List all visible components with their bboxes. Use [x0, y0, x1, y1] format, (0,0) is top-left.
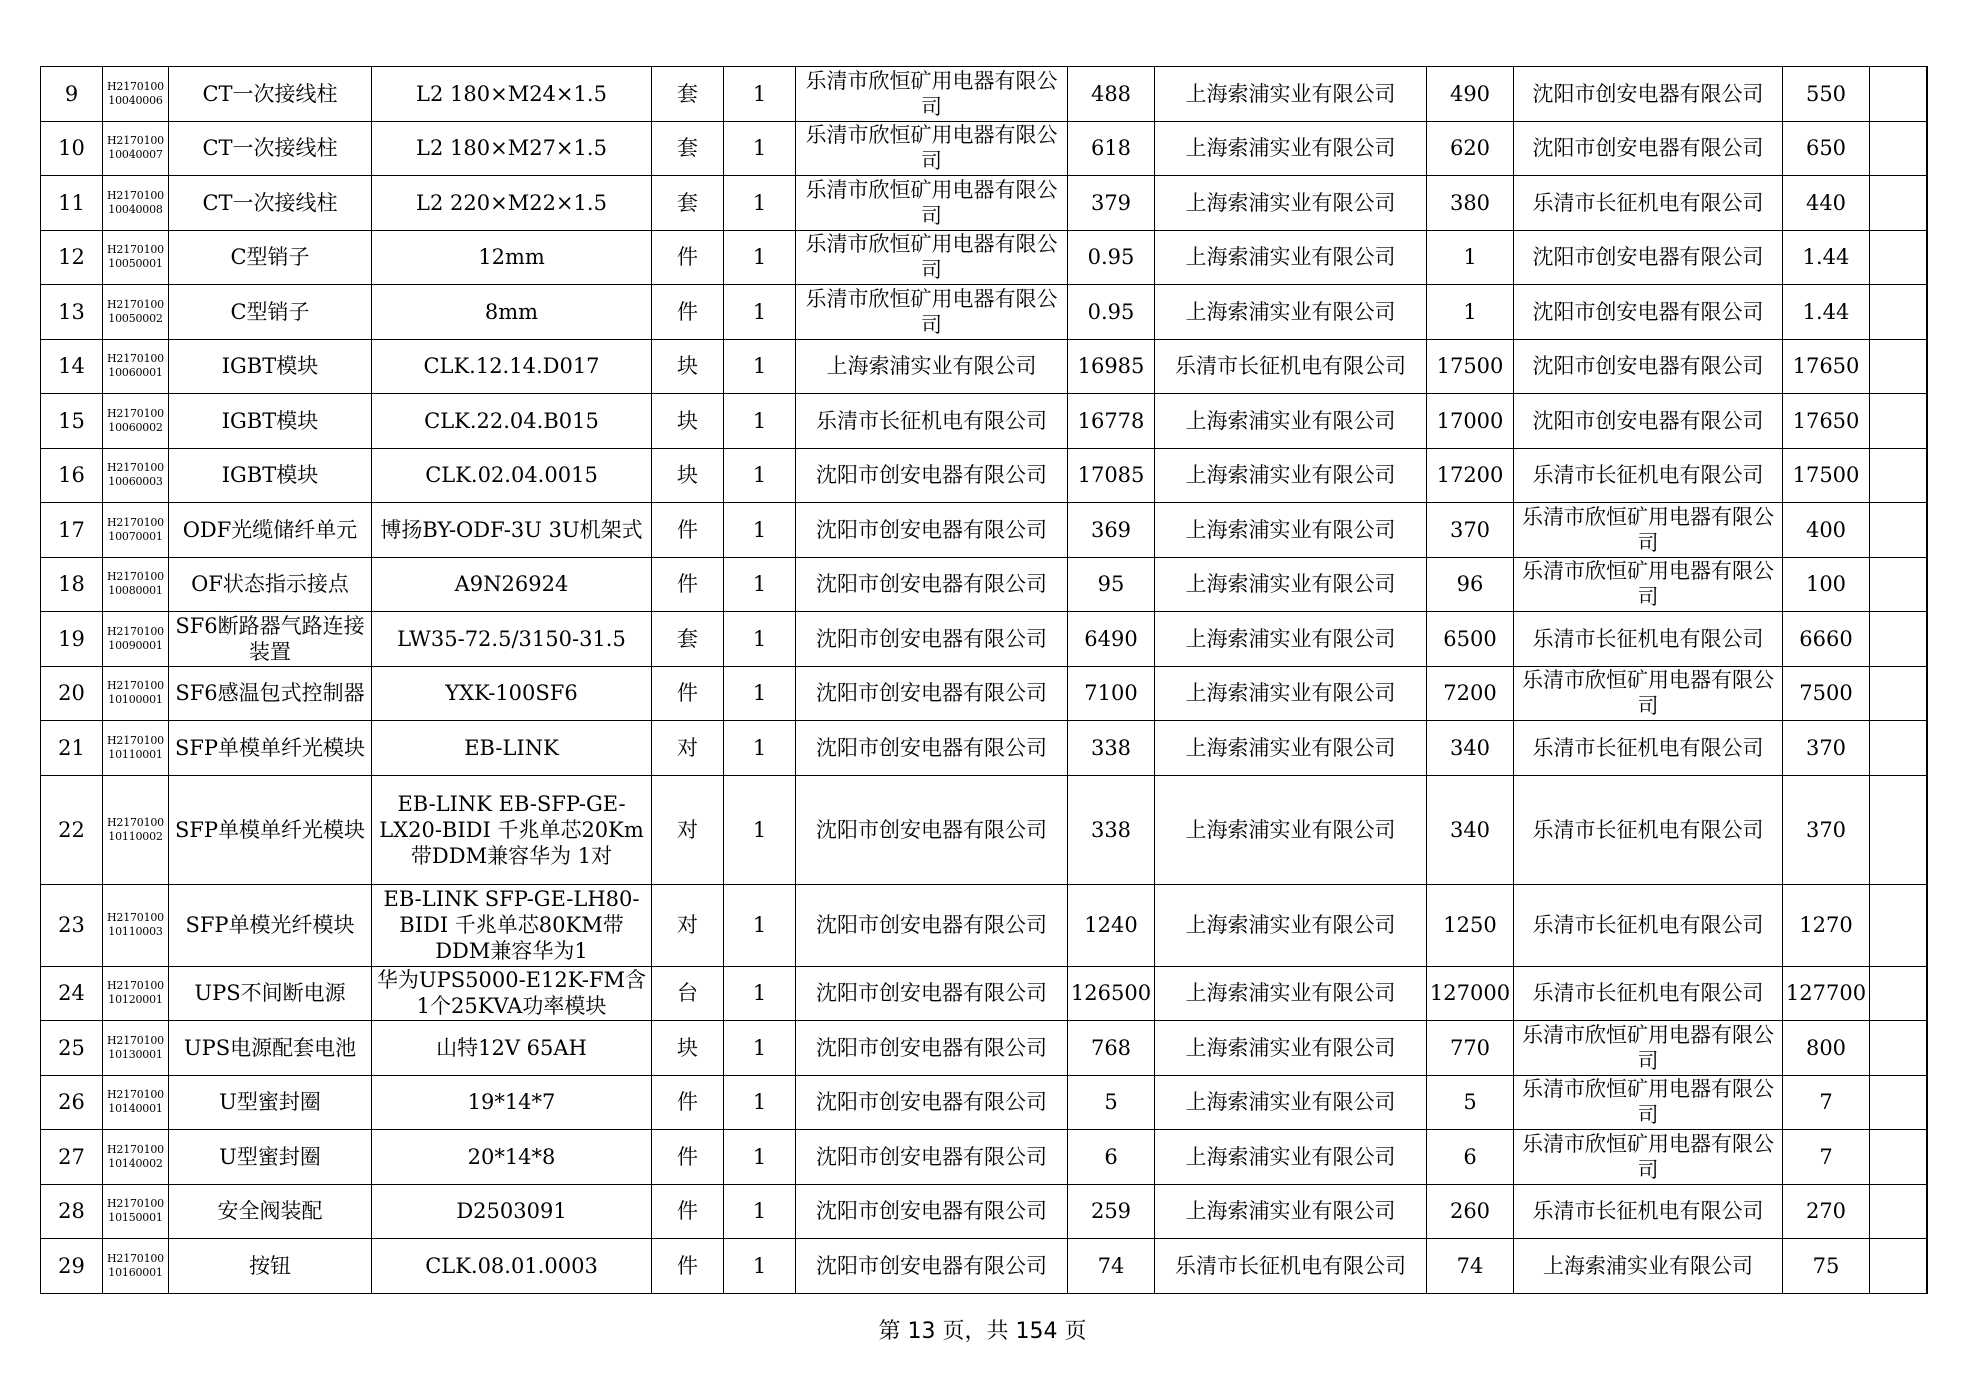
item-name: SF6感温包式控制器	[169, 666, 372, 721]
supplier-1-name: 沈阳市创安电器有限公司	[796, 1130, 1068, 1185]
quantity: 1	[724, 1075, 796, 1130]
quantity: 1	[724, 666, 796, 721]
item-name: U型蜜封圈	[169, 1075, 372, 1130]
supplier-2-price: 340	[1427, 721, 1514, 776]
row-number: 13	[41, 285, 103, 340]
material-code: H2170100 10150001	[103, 1184, 169, 1239]
remark-cell	[1870, 1130, 1927, 1185]
supplier-2-name: 上海索浦实业有限公司	[1155, 1184, 1427, 1239]
supplier-3-price: 370	[1783, 775, 1870, 884]
row-number: 27	[41, 1130, 103, 1185]
quantity: 1	[724, 775, 796, 884]
item-spec: 山特12V 65AH	[372, 1021, 652, 1076]
item-spec: A9N26924	[372, 557, 652, 612]
supplier-1-price: 338	[1068, 721, 1155, 776]
supplier-3-price: 100	[1783, 557, 1870, 612]
supplier-1-price: 5	[1068, 1075, 1155, 1130]
unit: 对	[652, 775, 724, 884]
item-spec: EB-LINK SFP-GE-LH80-BIDI 千兆单芯80KM带DDM兼容华为1	[372, 884, 652, 966]
supplier-3-name: 乐清市长征机电有限公司	[1514, 612, 1783, 667]
row-number: 26	[41, 1075, 103, 1130]
material-code: H2170100 10050001	[103, 230, 169, 285]
unit: 套	[652, 67, 724, 122]
supplier-2-name: 乐清市长征机电有限公司	[1155, 339, 1427, 394]
unit: 套	[652, 176, 724, 231]
supplier-2-price: 6500	[1427, 612, 1514, 667]
supplier-3-price: 650	[1783, 121, 1870, 176]
remark-cell	[1870, 1075, 1927, 1130]
page-footer: 第 13 页，共 154 页	[878, 1319, 1087, 1344]
supplier-2-price: 770	[1427, 1021, 1514, 1076]
table-row	[41, 176, 1927, 231]
supplier-1-price: 369	[1068, 503, 1155, 558]
unit: 台	[652, 966, 724, 1021]
supplier-1-price: 338	[1068, 775, 1155, 884]
quantity: 1	[724, 176, 796, 231]
supplier-3-name: 乐清市长征机电有限公司	[1514, 721, 1783, 776]
quantity: 1	[724, 1021, 796, 1076]
supplier-3-name: 乐清市欣恒矿用电器有限公司	[1514, 1130, 1783, 1185]
material-code: H2170100 10060001	[103, 339, 169, 394]
item-name: IGBT模块	[169, 448, 372, 503]
material-code: H2170100 10110001	[103, 721, 169, 776]
material-code: H2170100 10050002	[103, 285, 169, 340]
material-code: H2170100 10040007	[103, 121, 169, 176]
material-code: H2170100 10060003	[103, 448, 169, 503]
supplier-2-name: 上海索浦实业有限公司	[1155, 1021, 1427, 1076]
row-number: 12	[41, 230, 103, 285]
unit: 件	[652, 1239, 724, 1294]
table-row	[41, 121, 1927, 176]
material-code: H2170100 10130001	[103, 1021, 169, 1076]
unit: 件	[652, 1130, 724, 1185]
unit: 件	[652, 1184, 724, 1239]
remark-cell	[1870, 966, 1927, 1021]
item-name: SFP单模光纤模块	[169, 884, 372, 966]
remark-cell	[1870, 394, 1927, 449]
item-name: CT一次接线柱	[169, 176, 372, 231]
item-name: CT一次接线柱	[169, 121, 372, 176]
item-name: 按钮	[169, 1239, 372, 1294]
item-spec: CLK.12.14.D017	[372, 339, 652, 394]
supplier-3-price: 800	[1783, 1021, 1870, 1076]
supplier-2-name: 上海索浦实业有限公司	[1155, 557, 1427, 612]
supplier-3-price: 370	[1783, 721, 1870, 776]
supplier-2-price: 1	[1427, 285, 1514, 340]
remark-cell	[1870, 612, 1927, 667]
item-spec: CLK.22.04.B015	[372, 394, 652, 449]
supplier-1-price: 74	[1068, 1239, 1155, 1294]
supplier-1-name: 乐清市欣恒矿用电器有限公司	[796, 230, 1068, 285]
remark-cell	[1870, 1184, 1927, 1239]
row-number: 14	[41, 339, 103, 394]
supplier-3-name: 乐清市长征机电有限公司	[1514, 1184, 1783, 1239]
row-number: 20	[41, 666, 103, 721]
supplier-2-name: 上海索浦实业有限公司	[1155, 1075, 1427, 1130]
table-row	[41, 1130, 1927, 1185]
supplier-2-price: 17200	[1427, 448, 1514, 503]
supplier-1-name: 乐清市欣恒矿用电器有限公司	[796, 285, 1068, 340]
material-code: H2170100 10040006	[103, 67, 169, 122]
material-code: H2170100 10160001	[103, 1239, 169, 1294]
row-number: 15	[41, 394, 103, 449]
quantity: 1	[724, 1130, 796, 1185]
item-name: IGBT模块	[169, 394, 372, 449]
item-spec: CLK.08.01.0003	[372, 1239, 652, 1294]
table-row	[41, 1239, 1927, 1294]
unit: 块	[652, 339, 724, 394]
unit: 套	[652, 612, 724, 667]
row-number: 22	[41, 775, 103, 884]
material-code: H2170100 10060002	[103, 394, 169, 449]
material-code: H2170100 10100001	[103, 666, 169, 721]
item-spec: L2 220×M22×1.5	[372, 176, 652, 231]
row-number: 24	[41, 966, 103, 1021]
remark-cell	[1870, 448, 1927, 503]
supplier-3-price: 17650	[1783, 394, 1870, 449]
remark-cell	[1870, 339, 1927, 394]
supplier-2-price: 127000	[1427, 966, 1514, 1021]
table-row	[41, 884, 1927, 966]
item-name: SFP单模单纤光模块	[169, 775, 372, 884]
material-code: H2170100 10120001	[103, 966, 169, 1021]
remark-cell	[1870, 230, 1927, 285]
item-spec: EB-LINK	[372, 721, 652, 776]
remark-cell	[1870, 775, 1927, 884]
row-number: 9	[41, 67, 103, 122]
unit: 件	[652, 285, 724, 340]
unit: 对	[652, 884, 724, 966]
unit: 套	[652, 121, 724, 176]
supplier-3-price: 1270	[1783, 884, 1870, 966]
supplier-1-price: 17085	[1068, 448, 1155, 503]
unit: 块	[652, 1021, 724, 1076]
supplier-3-name: 上海索浦实业有限公司	[1514, 1239, 1783, 1294]
supplier-3-name: 沈阳市创安电器有限公司	[1514, 285, 1783, 340]
unit: 件	[652, 1075, 724, 1130]
row-number: 21	[41, 721, 103, 776]
quantity: 1	[724, 121, 796, 176]
quantity: 1	[724, 1239, 796, 1294]
row-number: 17	[41, 503, 103, 558]
supplier-2-name: 上海索浦实业有限公司	[1155, 1130, 1427, 1185]
supplier-2-name: 上海索浦实业有限公司	[1155, 448, 1427, 503]
supplier-1-name: 沈阳市创安电器有限公司	[796, 612, 1068, 667]
row-number: 19	[41, 612, 103, 667]
supplier-1-price: 488	[1068, 67, 1155, 122]
item-spec: LW35-72.5/3150-31.5	[372, 612, 652, 667]
item-name: OF状态指示接点	[169, 557, 372, 612]
remark-cell	[1870, 884, 1927, 966]
supplier-2-price: 74	[1427, 1239, 1514, 1294]
remark-cell	[1870, 666, 1927, 721]
table-row	[41, 230, 1927, 285]
supplier-1-name: 乐清市长征机电有限公司	[796, 394, 1068, 449]
remark-cell	[1870, 121, 1927, 176]
row-number: 23	[41, 884, 103, 966]
supplier-1-name: 沈阳市创安电器有限公司	[796, 1021, 1068, 1076]
supplier-1-name: 沈阳市创安电器有限公司	[796, 666, 1068, 721]
supplier-3-price: 17500	[1783, 448, 1870, 503]
supplier-3-price: 7	[1783, 1075, 1870, 1130]
item-name: SF6断路器气路连接装置	[169, 612, 372, 667]
table-row	[41, 721, 1927, 776]
supplier-2-price: 6	[1427, 1130, 1514, 1185]
supplier-3-price: 440	[1783, 176, 1870, 231]
table-row	[41, 612, 1927, 667]
row-number: 11	[41, 176, 103, 231]
unit: 件	[652, 557, 724, 612]
supplier-1-price: 16985	[1068, 339, 1155, 394]
item-name: IGBT模块	[169, 339, 372, 394]
unit: 块	[652, 448, 724, 503]
supplier-1-price: 126500	[1068, 966, 1155, 1021]
supplier-1-price: 0.95	[1068, 285, 1155, 340]
quantity: 1	[724, 394, 796, 449]
supplier-2-name: 上海索浦实业有限公司	[1155, 176, 1427, 231]
item-name: C型销子	[169, 285, 372, 340]
supplier-1-name: 乐清市欣恒矿用电器有限公司	[796, 67, 1068, 122]
supplier-2-name: 上海索浦实业有限公司	[1155, 67, 1427, 122]
supplier-3-name: 乐清市欣恒矿用电器有限公司	[1514, 1075, 1783, 1130]
supplier-1-price: 0.95	[1068, 230, 1155, 285]
supplier-2-price: 380	[1427, 176, 1514, 231]
supplier-1-name: 沈阳市创安电器有限公司	[796, 1075, 1068, 1130]
supplier-3-price: 7500	[1783, 666, 1870, 721]
unit: 对	[652, 721, 724, 776]
remark-cell	[1870, 1021, 1927, 1076]
item-spec: 19*14*7	[372, 1075, 652, 1130]
quantity: 1	[724, 557, 796, 612]
unit: 件	[652, 666, 724, 721]
supplier-2-price: 17500	[1427, 339, 1514, 394]
row-number: 29	[41, 1239, 103, 1294]
quantity: 1	[724, 448, 796, 503]
table-row	[41, 1075, 1927, 1130]
table-row	[41, 775, 1927, 884]
supplier-2-price: 96	[1427, 557, 1514, 612]
supplier-2-name: 上海索浦实业有限公司	[1155, 884, 1427, 966]
item-spec: 8mm	[372, 285, 652, 340]
supplier-3-price: 75	[1783, 1239, 1870, 1294]
unit: 件	[652, 503, 724, 558]
supplier-2-price: 340	[1427, 775, 1514, 884]
material-code: H2170100 10140001	[103, 1075, 169, 1130]
item-spec: 博扬BY-ODF-3U 3U机架式	[372, 503, 652, 558]
supplier-1-name: 沈阳市创安电器有限公司	[796, 448, 1068, 503]
supplier-3-name: 沈阳市创安电器有限公司	[1514, 67, 1783, 122]
supplier-3-name: 乐清市长征机电有限公司	[1514, 448, 1783, 503]
quotation-table	[40, 66, 1928, 1294]
supplier-1-price: 16778	[1068, 394, 1155, 449]
item-name: UPS电源配套电池	[169, 1021, 372, 1076]
quantity: 1	[724, 285, 796, 340]
supplier-2-price: 5	[1427, 1075, 1514, 1130]
supplier-2-name: 上海索浦实业有限公司	[1155, 966, 1427, 1021]
item-name: CT一次接线柱	[169, 67, 372, 122]
supplier-1-name: 乐清市欣恒矿用电器有限公司	[796, 176, 1068, 231]
row-number: 28	[41, 1184, 103, 1239]
supplier-2-name: 上海索浦实业有限公司	[1155, 721, 1427, 776]
supplier-1-name: 沈阳市创安电器有限公司	[796, 503, 1068, 558]
supplier-2-name: 上海索浦实业有限公司	[1155, 121, 1427, 176]
item-spec: 华为UPS5000-E12K-FM含1个25KVA功率模块	[372, 966, 652, 1021]
supplier-2-name: 乐清市长征机电有限公司	[1155, 1239, 1427, 1294]
supplier-3-price: 6660	[1783, 612, 1870, 667]
material-code: H2170100 10070001	[103, 503, 169, 558]
supplier-1-name: 沈阳市创安电器有限公司	[796, 721, 1068, 776]
supplier-2-name: 上海索浦实业有限公司	[1155, 285, 1427, 340]
row-number: 25	[41, 1021, 103, 1076]
supplier-3-name: 沈阳市创安电器有限公司	[1514, 394, 1783, 449]
supplier-2-name: 上海索浦实业有限公司	[1155, 612, 1427, 667]
supplier-3-name: 乐清市欣恒矿用电器有限公司	[1514, 1021, 1783, 1076]
supplier-1-price: 7100	[1068, 666, 1155, 721]
supplier-1-price: 1240	[1068, 884, 1155, 966]
supplier-3-price: 127700	[1783, 966, 1870, 1021]
supplier-3-name: 乐清市欣恒矿用电器有限公司	[1514, 503, 1783, 558]
supplier-3-price: 400	[1783, 503, 1870, 558]
supplier-3-name: 乐清市长征机电有限公司	[1514, 966, 1783, 1021]
item-name: SFP单模单纤光模块	[169, 721, 372, 776]
supplier-1-price: 6	[1068, 1130, 1155, 1185]
table-row	[41, 503, 1927, 558]
supplier-1-price: 6490	[1068, 612, 1155, 667]
supplier-2-name: 上海索浦实业有限公司	[1155, 666, 1427, 721]
supplier-2-price: 490	[1427, 67, 1514, 122]
table-row	[41, 1184, 1927, 1239]
supplier-2-name: 上海索浦实业有限公司	[1155, 394, 1427, 449]
supplier-1-name: 上海索浦实业有限公司	[796, 339, 1068, 394]
supplier-3-price: 270	[1783, 1184, 1870, 1239]
supplier-1-price: 768	[1068, 1021, 1155, 1076]
table-row	[41, 339, 1927, 394]
item-spec: L2 180×M27×1.5	[372, 121, 652, 176]
material-code: H2170100 10090001	[103, 612, 169, 667]
material-code: H2170100 10110003	[103, 884, 169, 966]
table-row	[41, 1021, 1927, 1076]
supplier-1-name: 乐清市欣恒矿用电器有限公司	[796, 121, 1068, 176]
table-row	[41, 285, 1927, 340]
supplier-3-name: 乐清市长征机电有限公司	[1514, 884, 1783, 966]
table-row	[41, 67, 1927, 122]
material-code: H2170100 10140002	[103, 1130, 169, 1185]
supplier-1-name: 沈阳市创安电器有限公司	[796, 775, 1068, 884]
item-name: 安全阀装配	[169, 1184, 372, 1239]
table-row	[41, 394, 1927, 449]
supplier-1-name: 沈阳市创安电器有限公司	[796, 1239, 1068, 1294]
supplier-3-price: 1.44	[1783, 285, 1870, 340]
quantity: 1	[724, 339, 796, 394]
supplier-3-price: 550	[1783, 67, 1870, 122]
supplier-2-price: 260	[1427, 1184, 1514, 1239]
item-spec: YXK-100SF6	[372, 666, 652, 721]
supplier-3-price: 7	[1783, 1130, 1870, 1185]
item-spec: CLK.02.04.0015	[372, 448, 652, 503]
supplier-3-price: 17650	[1783, 339, 1870, 394]
supplier-3-name: 乐清市长征机电有限公司	[1514, 176, 1783, 231]
supplier-3-name: 乐清市欣恒矿用电器有限公司	[1514, 557, 1783, 612]
quantity: 1	[724, 884, 796, 966]
item-spec: 12mm	[372, 230, 652, 285]
supplier-2-price: 370	[1427, 503, 1514, 558]
supplier-1-price: 95	[1068, 557, 1155, 612]
row-number: 18	[41, 557, 103, 612]
unit: 件	[652, 230, 724, 285]
remark-cell	[1870, 503, 1927, 558]
item-name: ODF光缆储纤单元	[169, 503, 372, 558]
item-name: UPS不间断电源	[169, 966, 372, 1021]
material-code: H2170100 10080001	[103, 557, 169, 612]
supplier-3-name: 沈阳市创安电器有限公司	[1514, 121, 1783, 176]
quantity: 1	[724, 503, 796, 558]
remark-cell	[1870, 67, 1927, 122]
supplier-2-price: 620	[1427, 121, 1514, 176]
table-row	[41, 666, 1927, 721]
supplier-2-price: 7200	[1427, 666, 1514, 721]
item-name: C型销子	[169, 230, 372, 285]
supplier-3-price: 1.44	[1783, 230, 1870, 285]
supplier-3-name: 乐清市长征机电有限公司	[1514, 775, 1783, 884]
material-code: H2170100 10040008	[103, 176, 169, 231]
table-row	[41, 557, 1927, 612]
material-code: H2170100 10110002	[103, 775, 169, 884]
quantity: 1	[724, 966, 796, 1021]
supplier-2-price: 1	[1427, 230, 1514, 285]
supplier-2-name: 上海索浦实业有限公司	[1155, 503, 1427, 558]
item-name: U型蜜封圈	[169, 1130, 372, 1185]
supplier-2-name: 上海索浦实业有限公司	[1155, 230, 1427, 285]
supplier-1-price: 379	[1068, 176, 1155, 231]
quantity: 1	[724, 67, 796, 122]
item-spec: EB-LINK EB-SFP-GE-LX20-BIDI 千兆单芯20Km带DDM兼容华为 1对	[372, 775, 652, 884]
remark-cell	[1870, 176, 1927, 231]
supplier-2-price: 1250	[1427, 884, 1514, 966]
supplier-3-name: 乐清市欣恒矿用电器有限公司	[1514, 666, 1783, 721]
quantity: 1	[724, 1184, 796, 1239]
supplier-3-name: 沈阳市创安电器有限公司	[1514, 339, 1783, 394]
item-spec: 20*14*8	[372, 1130, 652, 1185]
quantity: 1	[724, 612, 796, 667]
supplier-2-name: 上海索浦实业有限公司	[1155, 775, 1427, 884]
supplier-2-price: 17000	[1427, 394, 1514, 449]
unit: 块	[652, 394, 724, 449]
supplier-1-name: 沈阳市创安电器有限公司	[796, 966, 1068, 1021]
remark-cell	[1870, 1239, 1927, 1294]
supplier-1-price: 259	[1068, 1184, 1155, 1239]
remark-cell	[1870, 285, 1927, 340]
supplier-3-name: 沈阳市创安电器有限公司	[1514, 230, 1783, 285]
supplier-1-name: 沈阳市创安电器有限公司	[796, 1184, 1068, 1239]
supplier-1-price: 618	[1068, 121, 1155, 176]
supplier-1-name: 沈阳市创安电器有限公司	[796, 884, 1068, 966]
item-spec: D2503091	[372, 1184, 652, 1239]
supplier-1-name: 沈阳市创安电器有限公司	[796, 557, 1068, 612]
row-number: 16	[41, 448, 103, 503]
item-spec: L2 180×M24×1.5	[372, 67, 652, 122]
row-number: 10	[41, 121, 103, 176]
table-row	[41, 966, 1927, 1021]
remark-cell	[1870, 721, 1927, 776]
remark-cell	[1870, 557, 1927, 612]
quantity: 1	[724, 721, 796, 776]
quantity: 1	[724, 230, 796, 285]
table-row	[41, 448, 1927, 503]
